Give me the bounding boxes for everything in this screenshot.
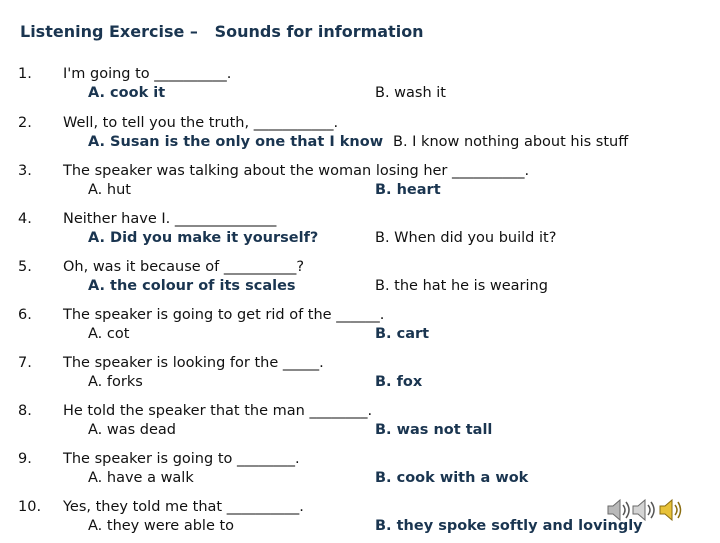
question-text: I'm going to __________. <box>63 66 232 82</box>
option-a: A. cot <box>88 326 130 342</box>
option-a: A. was dead <box>88 422 177 438</box>
question-2 <box>0 115 720 159</box>
question-7 <box>0 355 720 399</box>
speaker-icon[interactable] <box>633 500 654 520</box>
option-b: B. the hat he is wearing <box>375 278 548 294</box>
page-title: Listening Exercise – Sounds for information <box>20 22 424 41</box>
question-number: 6. <box>18 307 32 323</box>
question-5 <box>0 259 720 303</box>
option-b: B. I know nothing about his stuff <box>393 134 629 150</box>
question-number: 2. <box>18 115 32 131</box>
option-a: A. forks <box>88 374 143 390</box>
speaker-icons <box>604 494 684 526</box>
question-text: The speaker is going to get rid of the ______. <box>63 307 385 323</box>
speaker-icon[interactable] <box>608 500 629 520</box>
question-number: 9. <box>18 451 32 467</box>
question-number: 3. <box>18 163 32 179</box>
question-number: 8. <box>18 403 32 419</box>
question-number: 10. <box>18 499 42 515</box>
question-number: 5. <box>18 259 32 275</box>
question-text: The speaker is looking for the _____. <box>63 355 324 371</box>
option-b: B. fox <box>375 374 423 390</box>
option-b: B. heart <box>375 182 441 198</box>
question-number: 4. <box>18 211 32 227</box>
question-9 <box>0 451 720 495</box>
option-a: A. Did you make it yourself? <box>88 230 319 246</box>
question-number: 1. <box>18 66 32 82</box>
question-number: 7. <box>18 355 32 371</box>
question-text: Oh, was it because of __________? <box>63 259 305 275</box>
question-1 <box>0 66 720 110</box>
question-text: Well, to tell you the truth, ___________. <box>63 115 339 131</box>
option-b: B. was not tall <box>375 422 493 438</box>
question-4 <box>0 211 720 255</box>
option-a: A. hut <box>88 182 131 198</box>
question-text: He told the speaker that the man ________. <box>63 403 373 419</box>
question-8 <box>0 403 720 447</box>
question-text: The speaker was talking about the woman losing her __________. <box>63 163 530 179</box>
option-a: A. they were able to <box>88 518 235 534</box>
question-text: Yes, they told me that __________. <box>63 499 304 515</box>
option-b: B. cart <box>375 326 430 342</box>
option-a: A. the colour of its scales <box>88 278 296 294</box>
question-6 <box>0 307 720 351</box>
option-b: B. they spoke softly and lovingly <box>375 518 643 534</box>
option-b: B. When did you build it? <box>375 230 557 246</box>
option-b: B. wash it <box>375 85 446 101</box>
question-3 <box>0 163 720 207</box>
question-text: Neither have I. ______________ <box>63 211 277 227</box>
option-a: A. cook it <box>88 85 166 101</box>
option-a: A. Susan is the only one that I know <box>88 134 384 150</box>
question-text: The speaker is going to ________. <box>63 451 300 467</box>
option-b: B. cook with a wok <box>375 470 529 486</box>
speaker-icon[interactable] <box>660 500 681 520</box>
option-a: A. have a walk <box>88 470 194 486</box>
